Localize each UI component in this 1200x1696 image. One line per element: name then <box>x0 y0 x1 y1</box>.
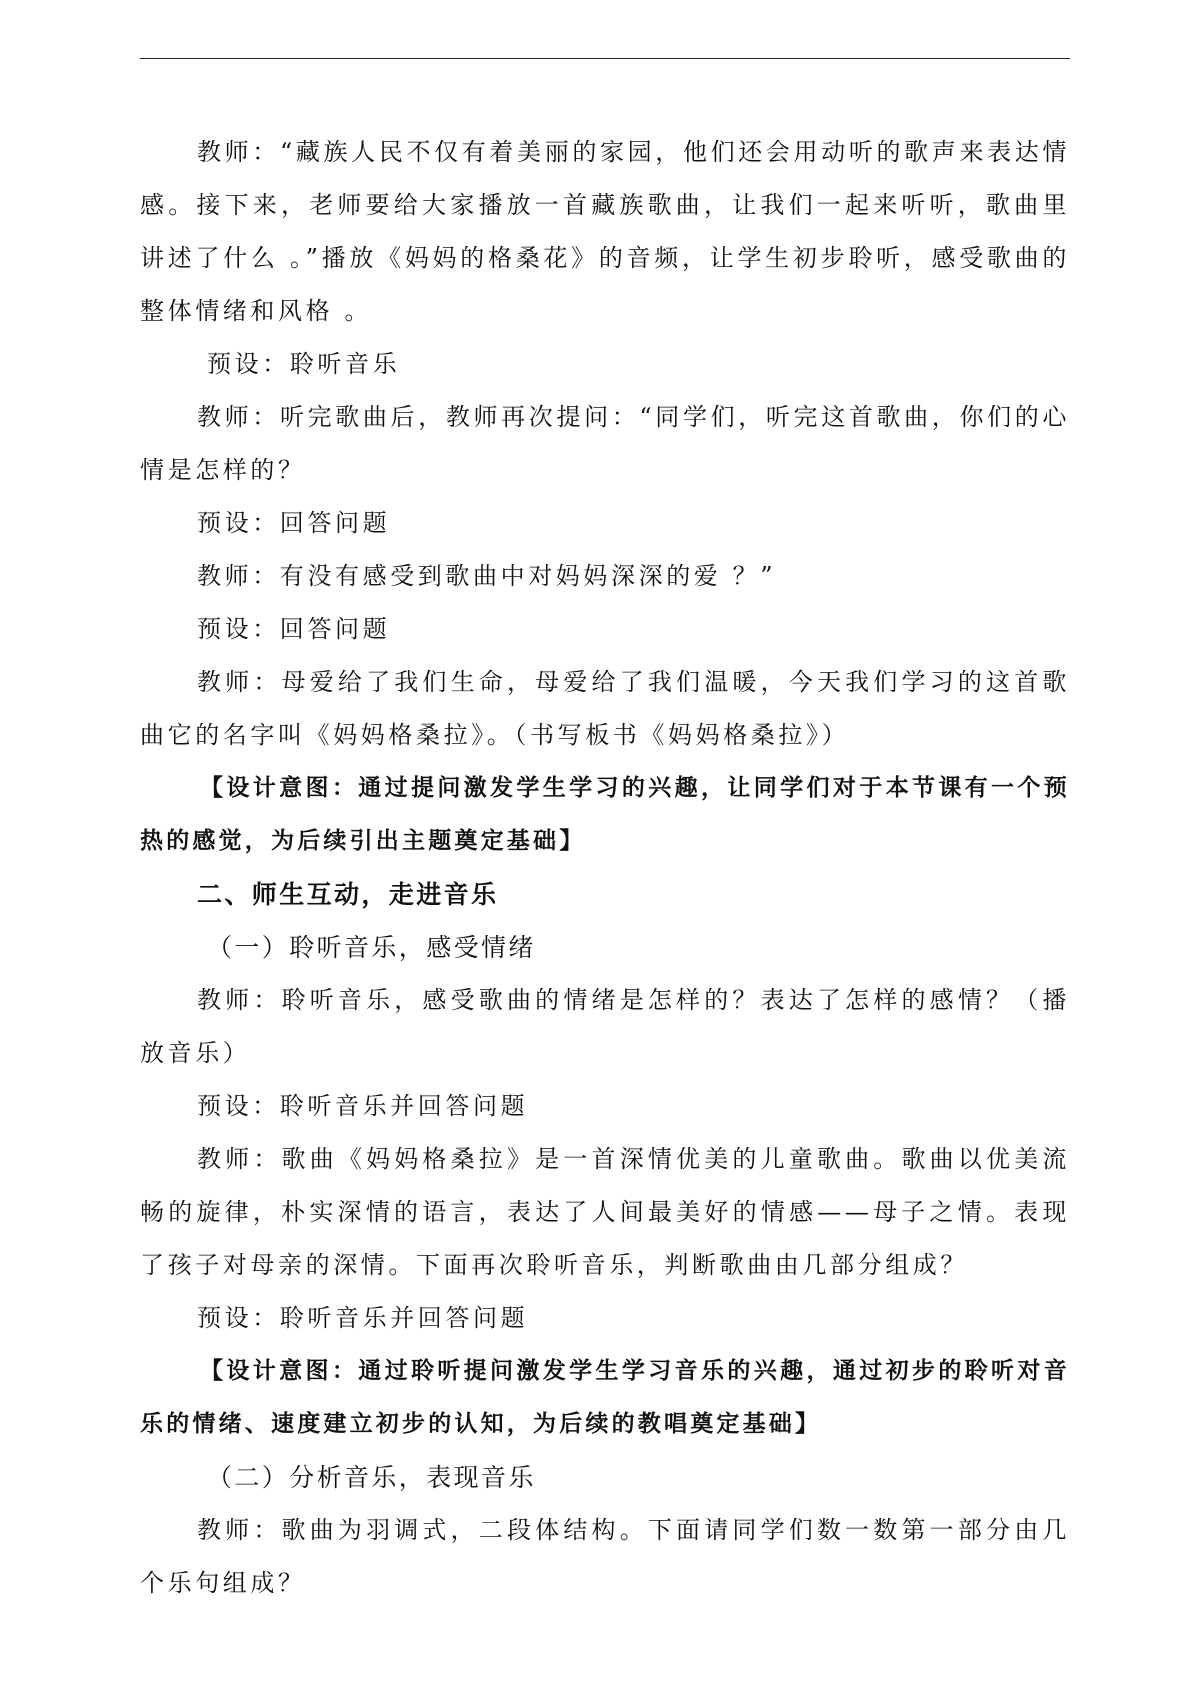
paragraph-teacher-structure: 教师：歌曲为羽调式，二段体结构。下面请同学们数一数第一部分由几个乐句组成？ <box>140 1516 1070 1597</box>
design-intent-1: 【设计意图：通过提问激发学生学习的兴趣，让同学们对于本节课有一个预热的感觉，为后续引出主题奠定基础】 <box>140 775 1070 854</box>
paragraph-teacher-listen: 教师：聆听音乐，感受歌曲的情绪是怎样的？表达了怎样的感情？（播放音乐） <box>140 986 1070 1067</box>
paragraph-teacher-intro: 教师：“藏族人民不仅有着美丽的家园，他们还会用动听的歌声来表达情感。接下来，老师要给大家播放一首藏族歌曲，让我们一起来听听，歌曲里讲述了什么 。”播放《妈妈的格桑花》的音频，让学生初步聆听，感受歌曲的整体情绪和风格 。 <box>140 138 1070 325</box>
document-body <box>140 126 1070 1610</box>
paragraph-teacher-love: 教师：有没有感受到歌曲中对妈妈深深的爱 ？” <box>197 562 777 590</box>
paragraph-preset-listen-answer: 预设：聆听音乐并回答问题 <box>197 1092 529 1120</box>
paragraph-preset-answer-2: 预设：回答问题 <box>197 615 391 643</box>
header-rule <box>140 58 1070 59</box>
paragraph-preset-listen: 预设：聆听音乐 <box>207 350 401 378</box>
section-heading-2: 二、师生互动，走进音乐 <box>197 880 499 909</box>
paragraph-preset-listen-answer-2: 预设：聆听音乐并回答问题 <box>197 1304 529 1332</box>
paragraph-preset-answer: 预设：回答问题 <box>197 509 391 537</box>
subsection-heading-2: （二）分析音乐，表现音乐 <box>207 1463 536 1492</box>
paragraph-teacher-song-desc: 教师：歌曲《妈妈格桑拉》是一首深情优美的儿童歌曲。歌曲以优美流畅的旋律，朴实深情的语言，表达了人间最美好的情感——母子之情。表现了孩子对母亲的深情。下面再次聆听音乐，判断歌曲由几部分组成？ <box>140 1145 1070 1279</box>
subsection-heading-1: （一）聆听音乐，感受情绪 <box>207 933 536 962</box>
design-intent-2: 【设计意图：通过聆听提问激发学生学习音乐的兴趣，通过初步的聆听对音乐的情绪、速度建立初步的认知，为后续的教唱奠定基础】 <box>140 1358 1070 1437</box>
paragraph-teacher-title: 教师：母爱给了我们生命，母爱给了我们温暖，今天我们学习的这首歌曲它的名字叫《妈妈格桑拉》。（书写板书《妈妈格桑拉》） <box>140 668 1070 749</box>
paragraph-teacher-question: 教师：听完歌曲后，教师再次提问：“同学们，听完这首歌曲，你们的心情是怎样的？ <box>140 403 1070 484</box>
